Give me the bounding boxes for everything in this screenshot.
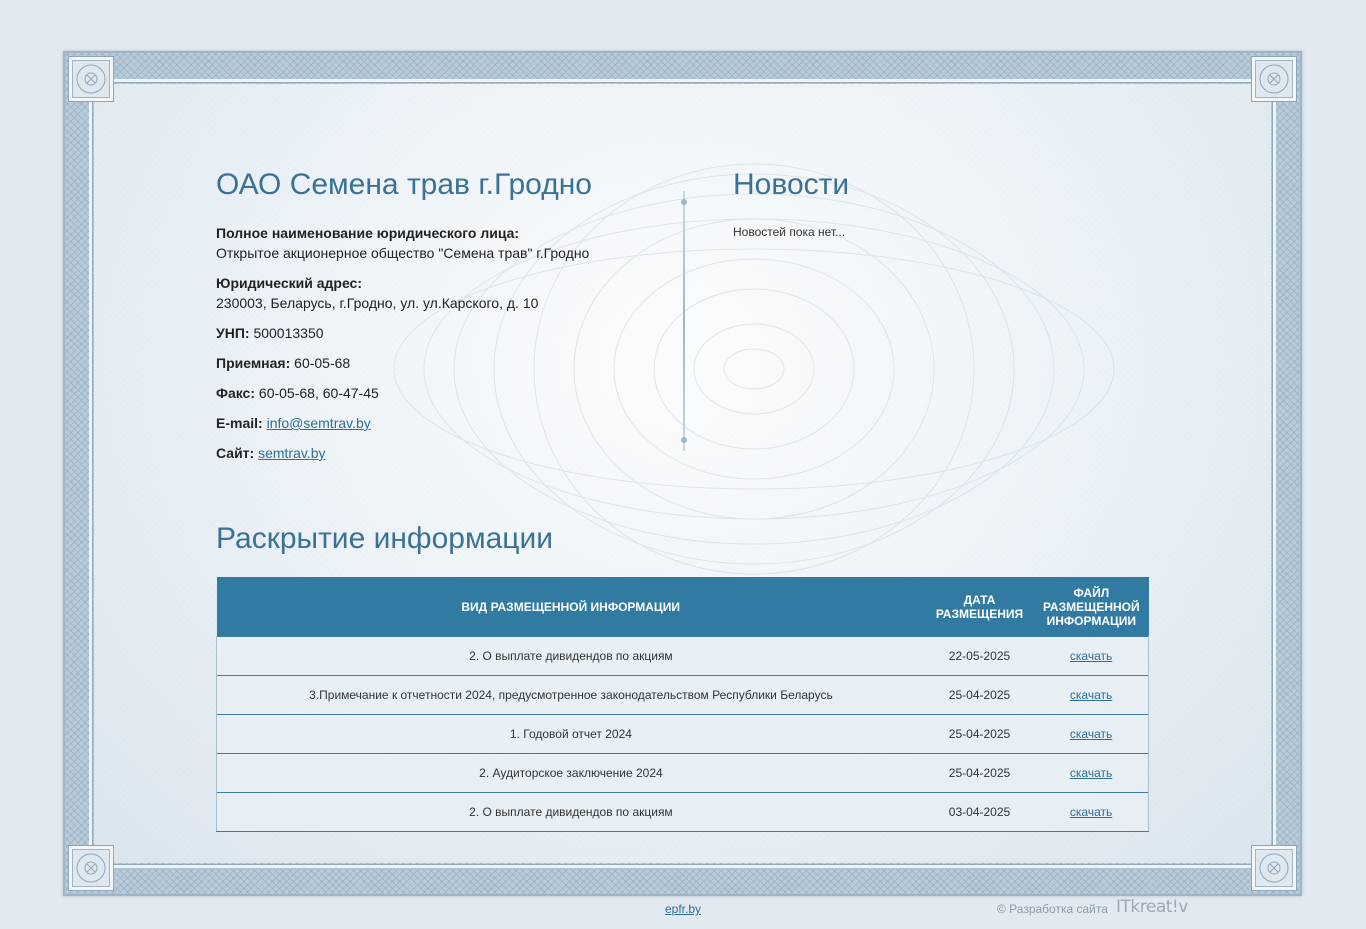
row-date: 25-04-2025	[925, 715, 1034, 754]
table-row	[217, 793, 1149, 832]
email-label: E-mail:	[216, 415, 263, 431]
email-field	[216, 413, 371, 433]
unp-field	[216, 323, 324, 343]
download-link[interactable]: скачать	[1069, 688, 1113, 702]
table-row	[217, 754, 1149, 793]
table-header-row	[217, 577, 1149, 637]
row-date: 25-04-2025	[925, 754, 1034, 793]
footer-epfr-link[interactable]: epfr.by	[665, 902, 702, 916]
column-header-file: ФАЙЛ РАЗМЕЩЕННОЙ ИНФОРМАЦИИ	[1034, 577, 1148, 637]
reception-label: Приемная:	[216, 355, 291, 371]
developer-logo-link[interactable]: ITkreat!v	[1116, 897, 1188, 917]
download-link[interactable]: скачать	[1069, 766, 1113, 780]
disclosure-title: Раскрытие информации	[216, 522, 553, 555]
guilloche-rosette-decoration	[384, 159, 1124, 579]
table-row	[217, 637, 1149, 676]
unp-value: 500013350	[253, 325, 324, 341]
download-link[interactable]: скачать	[1069, 649, 1113, 663]
address-field	[216, 273, 538, 313]
row-date: 03-04-2025	[925, 793, 1034, 832]
disclosure-table	[216, 577, 1149, 832]
row-file-cell	[1034, 676, 1148, 715]
company-title: ОАО Семена трав г.Гродно	[216, 168, 592, 201]
full-name-field	[216, 223, 589, 263]
site-field	[216, 443, 326, 463]
row-type: 1. Годовой отчет 2024	[217, 715, 925, 754]
full-name-value: Открытое акционерное общество "Семена трав" г.Гродно	[216, 245, 590, 261]
row-type: 3.Примечание к отчетности 2024, предусмотренное законодательством Республики Беларусь	[217, 676, 925, 715]
fax-field	[216, 383, 379, 403]
column-divider	[683, 191, 685, 451]
fax-value: 60-05-68, 60-47-45	[258, 385, 379, 401]
site-link[interactable]: semtrav.by	[258, 445, 326, 461]
email-link[interactable]: info@semtrav.by	[266, 415, 371, 431]
table-row	[217, 715, 1149, 754]
row-date: 25-04-2025	[925, 676, 1034, 715]
address-label: Юридический адрес:	[216, 275, 362, 291]
corner-ornament-top-right	[1251, 56, 1297, 102]
row-file-cell	[1034, 793, 1148, 832]
row-file-cell	[1034, 715, 1148, 754]
row-file-cell	[1034, 637, 1148, 676]
row-type: 2. О выплате дивидендов по акциям	[217, 793, 925, 832]
row-file-cell	[1034, 754, 1148, 793]
site-label: Сайт:	[216, 445, 255, 461]
download-link[interactable]: скачать	[1069, 727, 1113, 741]
reception-value: 60-05-68	[294, 355, 351, 371]
corner-ornament-bottom-left	[68, 845, 114, 891]
news-title: Новости	[733, 168, 850, 201]
news-empty-message: Новостей пока нет...	[733, 225, 846, 239]
download-link[interactable]: скачать	[1069, 805, 1113, 819]
corner-ornament-top-left	[68, 56, 114, 102]
row-date: 22-05-2025	[925, 637, 1034, 676]
row-type: 2. Аудиторское заключение 2024	[217, 754, 925, 793]
full-name-label: Полное наименование юридического лица:	[216, 225, 520, 241]
reception-field	[216, 353, 350, 373]
table-row	[217, 676, 1149, 715]
footer-copyright: © Разработка сайта	[997, 902, 1108, 916]
row-type: 2. О выплате дивидендов по акциям	[217, 637, 925, 676]
address-value: 230003, Беларусь, г.Гродно, ул. ул.Карского, д. 10	[216, 295, 539, 311]
fax-label: Факс:	[216, 385, 256, 401]
column-header-type: ВИД РАЗМЕЩЕННОЙ ИНФОРМАЦИИ	[217, 577, 925, 637]
corner-ornament-bottom-right	[1251, 845, 1297, 891]
column-header-date: ДАТА РАЗМЕЩЕНИЯ	[925, 577, 1034, 637]
unp-label: УНП:	[216, 325, 250, 341]
